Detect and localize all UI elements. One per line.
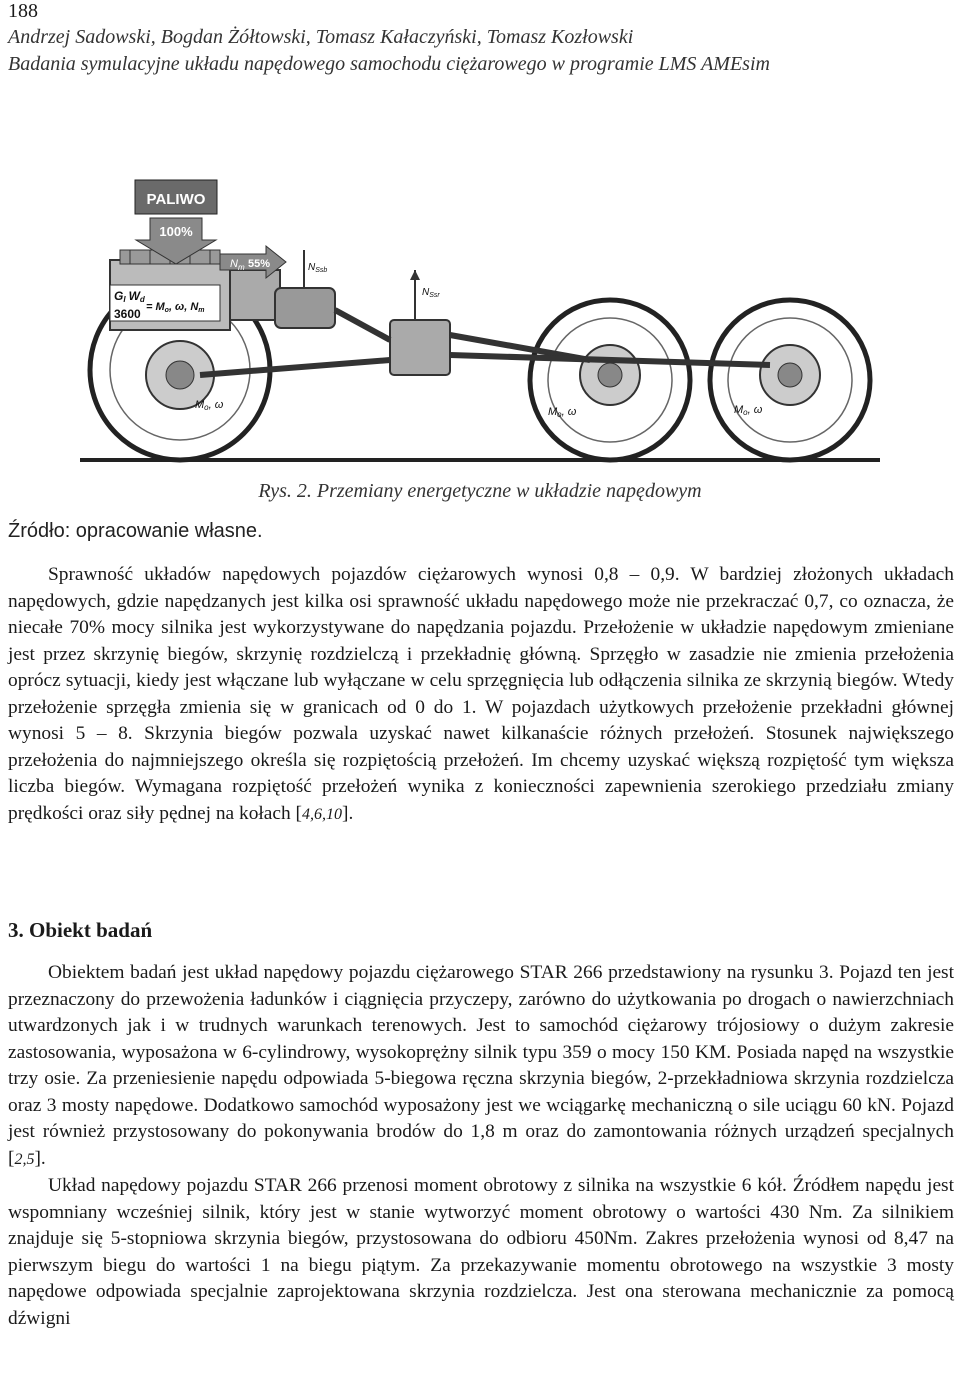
fuel-box: [135, 180, 217, 214]
section-heading: 3. Obiekt badań: [8, 918, 153, 942]
svg-text:GIWd: GI Wd: [114, 289, 145, 304]
svg-text:= Mo, ω, Nm: = Mo, ω, Nm: [146, 301, 205, 314]
figure-source: Źródło: opracowanie własne.: [8, 520, 263, 542]
svg-text:PALIWO: PALIWO: [146, 191, 206, 208]
transfer-case: [390, 270, 450, 375]
front-axle-label: Mo, ω: [195, 399, 224, 412]
middle-axle-label: Mo, ω: [548, 406, 577, 419]
svg-text:Nm: $N_m$: [230, 258, 245, 272]
rear-wheel: [710, 300, 870, 460]
body-paragraph-1: Sprawność układów napędowych pojazdów ciężarowych wynosi 0,8 – 0,9. W bardziej złożonych układach napędowych, gdzie napędzanych jest kilka osi sprawność układu napędowego może nie przekraczać 0,7, co oznacza, że niecałe 70% mocy silnika jest wykorzystywane do napędzania pojazdu. Przełożenie w układzie napędowym zmieniane jest przez skrzynię biegów, skrzynię rozdzielczą i przekładnię główną. Sprzęgło w zasadzie nie zmienia przełożenia oprócz sytuacji, kiedy jest włączane lub wyłączane w celu sprzęgnięcia lub odłączenia silnika ze skrzynią biegów. Wtedy przełożenie sprzęgła zmienia się w granicach od 0 do 1. W pojazdach użytkowych przełożenie przekładni głównej wynosi 5 – 8. Skrzynia biegów pozwala uzyskać nawet kilkanaście różnych przełożeń. Stosunek największego przełożenia do najmniejszego określa się rozpiętością przełożeń. Im chcemy uzyskać większą rozpiętość tym większa liczba biegów. Wymagana rozpiętość przełożeń wynika z konieczności zapewnienia szerokiego przedziału zmiany prędkości oraz siły pędnej na kołach [4,6,10].: [8, 564, 954, 824]
running-header-authors: Andrzej Sadowski, Bogdan Żółtowski, Tomasz Kałaczyński, Tomasz Kozłowski: [8, 26, 634, 48]
section-body: [8, 960, 954, 1332]
svg-text:100%: 100%: [159, 224, 193, 239]
figure-caption: Rys. 2. Przemiany energetyczne w układzie napędowym: [258, 480, 702, 502]
svg-text:55%: 55%: [248, 258, 271, 270]
svg-text:NSsb: $N_{Ssb}$: [308, 262, 328, 274]
page-number: 188: [8, 0, 38, 22]
drivetrain-diagram: [70, 170, 890, 470]
svg-text:NSsr: $N_{Ssr}$: [422, 287, 440, 299]
body-paragraph-3: Układ napędowy pojazdu STAR 266 przenosi moment obrotowy z silnika na wszystkie 6 kół. Źródłem napędu jest wspomniany wcześniej silnik, który jest w stanie wytworzyć moment obrotowy o wartości 430 Nm. Za silnikiem znajduje się 5-stopniowa skrzynia biegów, przystosowana do odbioru 450Nm. Zakres przełożenia wynosi od 8,47 na pierwszym biegu do wartości 1 na biegu piątym. Za przekazywanie momentu obrotowego na wszystkie 3 mosty napędowe odpowiada specjalnie zaprojektowana skrzynia rozdzielcza. Jest ona sterowana mechanicznie za pomocą dźwigni: [8, 1175, 954, 1329]
rear-axle-label: Mo, ω: [734, 404, 763, 417]
citation: 2,5: [14, 1150, 35, 1168]
svg-text:3600: 3600: [114, 307, 141, 321]
body-paragraph-2: Obiektem badań jest układ napędowy pojazdu ciężarowego STAR 266 przedstawiony na rysunku 3. Pojazd ten jest przeznaczony do przewożenia ładunków i ciągnięcia przyczepy, zarówno do użytkowania po drogach o nawierzchniach utwardzonych jak i w trudnych warunkach terenowych. Jest to samochód ciężarowy trójosiowy o dużym zakresie zastosowania, wyposażona w 6-cylindrowy, wysokoprężny silnik typu 359 o mocy 150 KM. Posiada napęd na wszystkie trzy osie. Za przeniesienie napędu odpowiada 5-biegowa ręczna skrzynia biegów, 2-przekładniowa skrzynia rozdzielcza oraz 3 mosty napędowe. Dodatkowo samochód wyposażony jest we wciągarkę mechaniczną o sile uciągu 60 kN. Pojazd jest również przystosowany do pokonywania brodów do 1,8 m oraz do zamontowania różnych urządzeń specjalnych [2,5].: [8, 962, 954, 1169]
running-header-title: Badania symulacyjne układu napędowego samochodu ciężarowego w programie LMS AMEsim: [8, 53, 770, 75]
middle-wheel: [530, 300, 690, 460]
citation: 4,6,10: [301, 805, 342, 823]
drivetrain-figure: [70, 170, 890, 470]
engine-label-box: [110, 285, 220, 321]
